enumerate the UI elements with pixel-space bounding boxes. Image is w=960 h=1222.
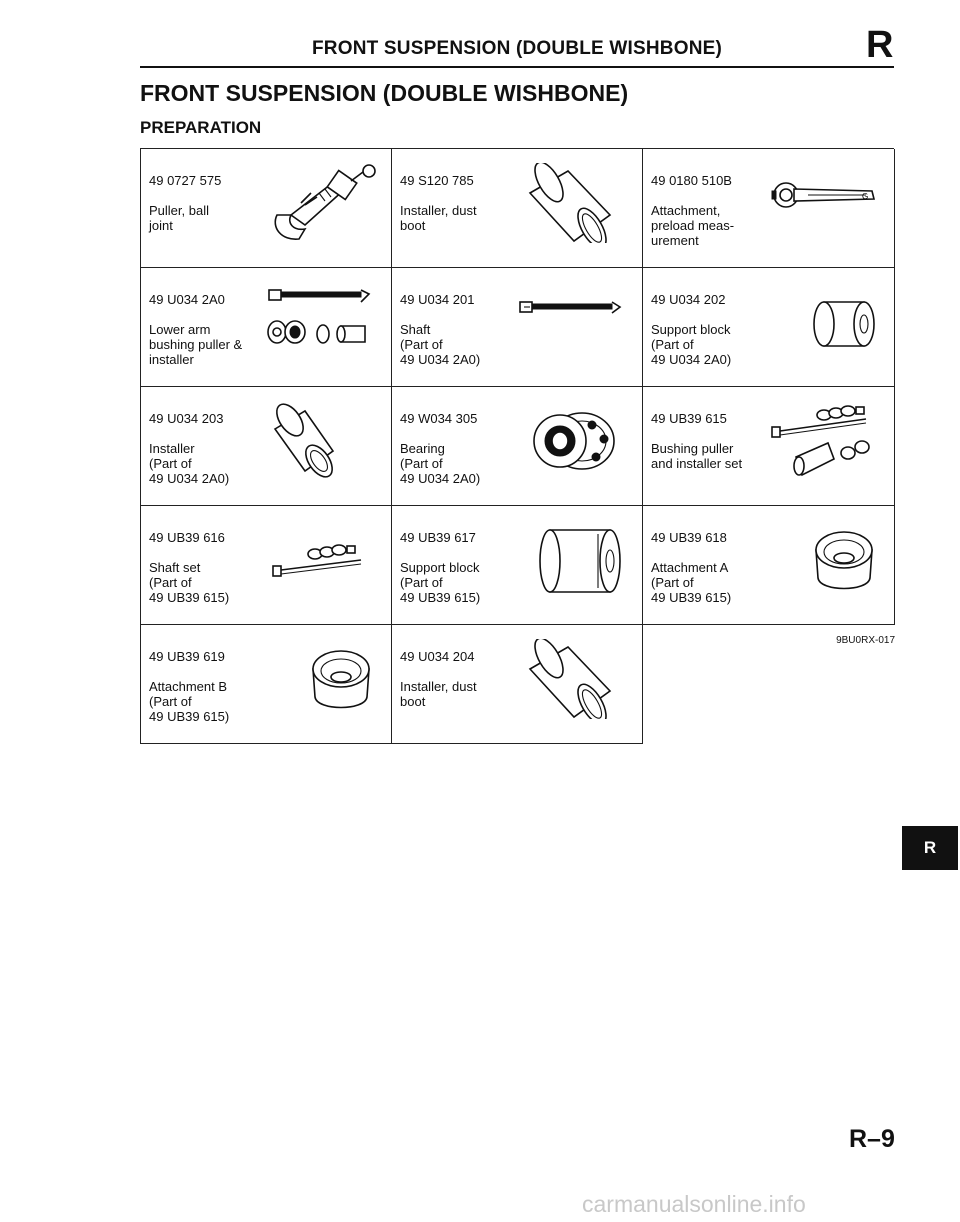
header-rule	[140, 66, 894, 68]
page-number: R–9	[849, 1125, 895, 1153]
tool-description: Bearing (Part of 49 U034 2A0)	[400, 441, 481, 486]
bushing-puller-kit-icon	[768, 401, 880, 481]
section-thumb-tab: R	[902, 826, 958, 870]
tool-part-number: 49 UB39 619	[149, 649, 225, 664]
figure-code-cell	[644, 625, 895, 744]
tool-cell	[392, 387, 643, 506]
running-header-title: FRONT SUSPENSION (DOUBLE WISHBONE)	[312, 38, 723, 59]
shaft-icon	[516, 282, 628, 362]
tool-description: Installer, dust boot	[400, 203, 477, 233]
tool-description: Bushing puller and installer set	[651, 441, 743, 471]
tool-part-number: 49 U034 203	[149, 411, 224, 426]
tool-cell	[643, 149, 895, 268]
bearing-icon	[516, 401, 628, 481]
watermark-text: carmanualsonline.info	[582, 1191, 806, 1217]
tool-cell	[392, 506, 643, 625]
tool-part-number: 49 U034 201	[400, 292, 475, 307]
dust-boot-installer-icon	[516, 639, 628, 719]
tool-cell	[392, 268, 643, 387]
tool-description: Attachment, preload meas- urement	[651, 203, 735, 248]
tool-cell	[141, 506, 392, 625]
tool-part-number: 49 0727 575	[149, 173, 222, 188]
tool-part-number: 49 S120 785	[400, 173, 474, 188]
tool-cell	[141, 387, 392, 506]
bushing-puller-set-icon	[265, 282, 377, 362]
tool-cell	[392, 625, 643, 744]
tool-description: Lower arm bushing puller & installer	[149, 322, 243, 367]
tool-part-number: 49 UB39 615	[651, 411, 727, 426]
section-letter: R	[866, 24, 894, 66]
tool-part-number: 49 W034 305	[400, 411, 478, 426]
support-block-icon	[768, 282, 880, 362]
support-block-large-icon	[516, 520, 628, 600]
tool-cell	[141, 268, 392, 387]
tool-part-number: 49 UB39 618	[651, 530, 727, 545]
tool-description: Puller, ball joint	[149, 203, 209, 233]
attachment-cup-icon	[768, 520, 880, 600]
tool-part-number: 49 U034 204	[400, 649, 475, 664]
installer-ring-icon	[265, 401, 377, 481]
tool-description: Support block (Part of 49 U034 2A0)	[651, 322, 732, 367]
tool-part-number: 49 U034 2A0	[149, 292, 225, 307]
tool-cell	[643, 506, 895, 625]
shaft-set-icon	[265, 520, 377, 600]
ball-joint-puller-icon	[265, 163, 377, 243]
svg-text:G: G	[862, 192, 869, 201]
special-tools-table	[140, 148, 894, 744]
tool-cell	[392, 149, 643, 268]
preload-attachment-icon	[768, 163, 880, 243]
tool-description: Shaft set (Part of 49 UB39 615)	[149, 560, 230, 605]
tool-part-number: 49 U034 202	[651, 292, 726, 307]
tool-description: Attachment A (Part of 49 UB39 615)	[651, 560, 732, 605]
tool-description: Support block (Part of 49 UB39 615)	[400, 560, 481, 605]
tool-cell	[141, 149, 392, 268]
figure-code: 9BU0RX-017	[836, 635, 895, 646]
attachment-cup-icon	[265, 639, 377, 719]
tool-cell	[643, 268, 895, 387]
tool-cell	[643, 387, 895, 506]
tool-part-number: 49 0180 510B	[651, 173, 732, 188]
tool-description: Installer, dust boot	[400, 679, 477, 709]
tool-description: Shaft (Part of 49 U034 2A0)	[400, 322, 481, 367]
section-subtitle: PREPARATION	[140, 118, 262, 137]
tool-description: Installer (Part of 49 U034 2A0)	[149, 441, 230, 486]
tool-description: Attachment B (Part of 49 UB39 615)	[149, 679, 230, 724]
tool-part-number: 49 UB39 616	[149, 530, 225, 545]
tool-part-number: 49 UB39 617	[400, 530, 476, 545]
dust-boot-installer-icon	[516, 163, 628, 243]
page-title: FRONT SUSPENSION (DOUBLE WISHBONE)	[140, 80, 629, 106]
tool-cell	[141, 625, 392, 744]
